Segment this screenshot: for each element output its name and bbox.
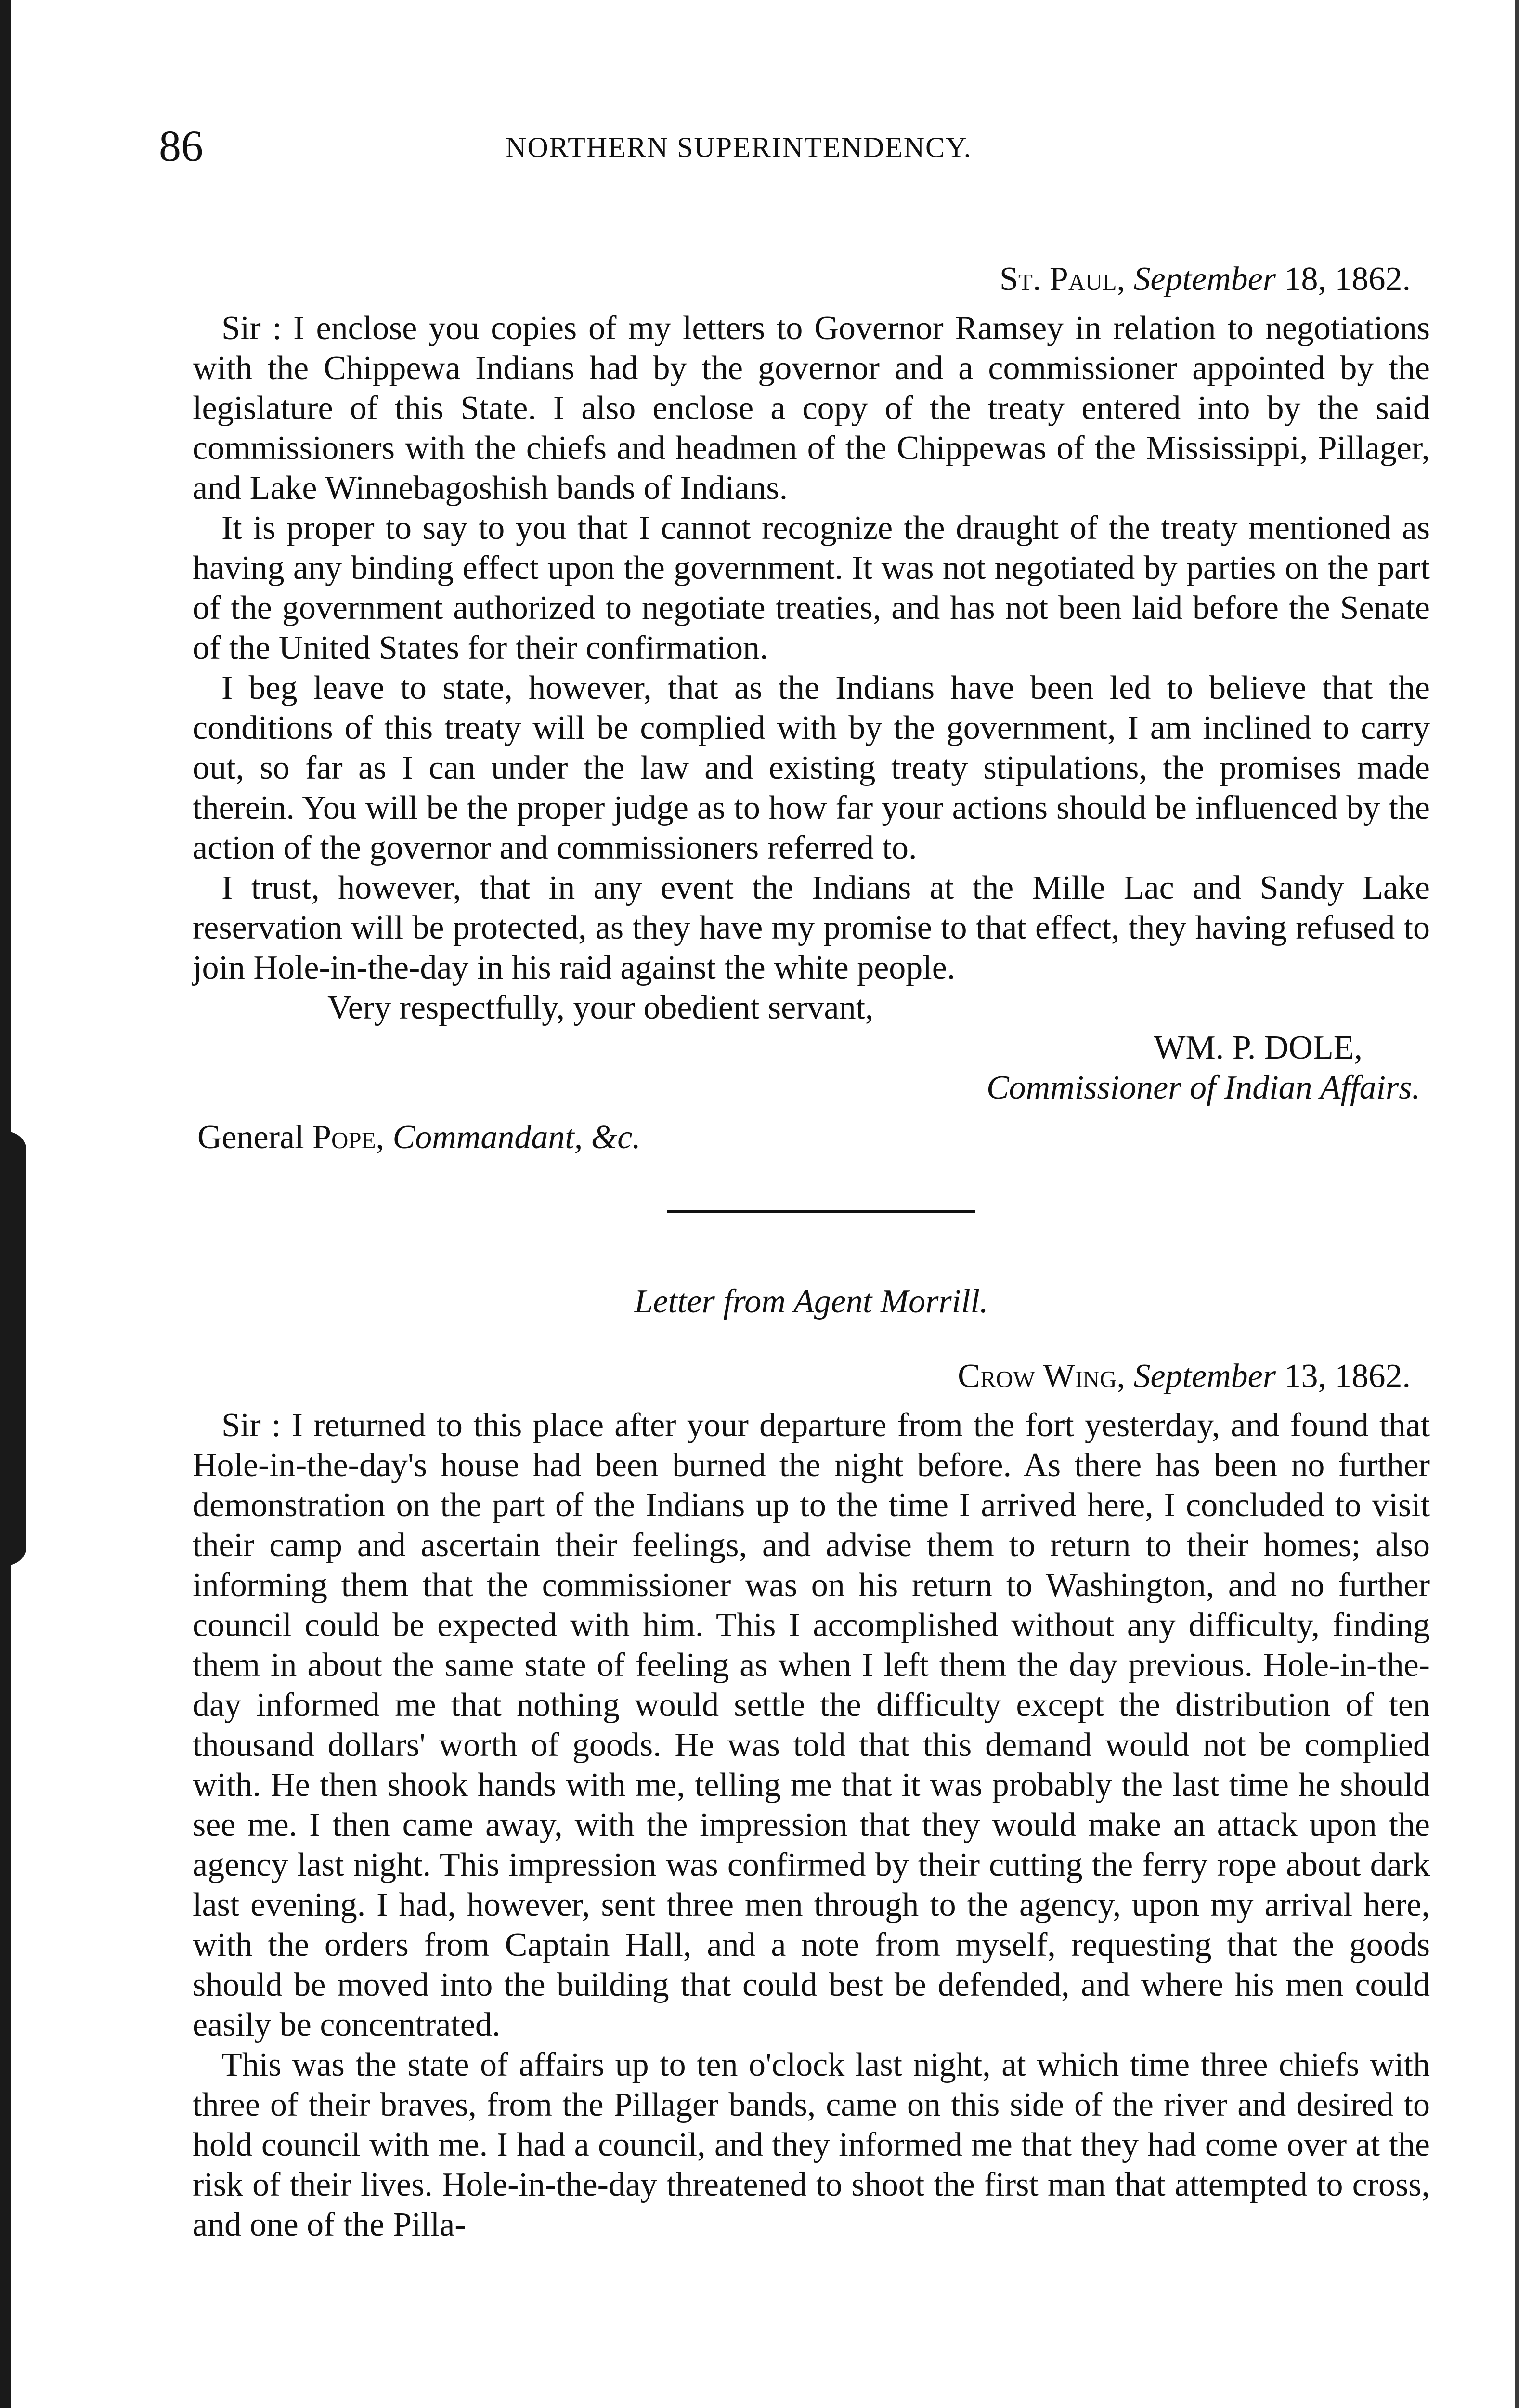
letter1-dateline xyxy=(193,255,1430,303)
signature-name: WM. P. DOLE, xyxy=(1154,1029,1363,1066)
addressee-title: Commandant, &c. xyxy=(392,1119,641,1156)
dateline-date: 18, 1862. xyxy=(1284,261,1411,298)
page-header xyxy=(159,120,1430,173)
letter1-paragraph: I beg leave to state, however, that as the Indians have been led to believe that the conditions of this treaty will be complied with by the government, I am inclined to carry out, so far as I can under the law and existing treaty stipulations, the promises made therein. You will be the proper judge as to how far your actions should be influenced by the action of the governor and commissioners referred to. xyxy=(193,669,1430,866)
document-page xyxy=(159,120,1430,2245)
addressee-prefix: General xyxy=(197,1119,304,1156)
scan-edge-shadow xyxy=(0,1132,26,1565)
letter2-body xyxy=(193,1405,1430,2245)
section-divider xyxy=(667,1210,975,1213)
dateline-date: 13, 1862. xyxy=(1284,1358,1411,1395)
letter1-paragraph: Sir : I enclose you copies of my letters to Governor Ramsey in relation to negotiations with the Chippewa Indians had by the governor and a commissioner appointed by the legislature of this State. I also enclose a copy of the treaty entered into by the said commissioners with the chiefs and headmen of the Chippewas of the Mississippi, Pillager, and Lake Winnebagoshish bands of Indians. xyxy=(193,310,1430,507)
page-number: 86 xyxy=(159,121,203,170)
running-head: NORTHERN SUPERINTENDENCY. xyxy=(506,131,972,163)
dateline-month: September xyxy=(1133,261,1276,298)
dateline-place: St. Paul, xyxy=(1000,261,1126,298)
scan-edge-right xyxy=(1515,0,1519,2408)
section-heading: Letter from Agent Morrill. xyxy=(634,1283,988,1320)
letter1-body xyxy=(193,308,1430,988)
letter1-paragraph: I trust, however, that in any event the Indians at the Mille Lac and Sandy Lake reservation will be protected, as they have my promise to that effect, they having refused to join Hole-in-the-day in his raid against the white people. xyxy=(193,869,1430,986)
addressee xyxy=(193,1117,1430,1157)
dateline-month: September xyxy=(1133,1358,1276,1395)
letter2-paragraph: This was the state of affairs up to ten o'clock last night, at which time three chiefs with three of their braves, from the Pillager bands, came on this side of the river and desired to hold council with me. I had a council, and they informed me that they had come over at the risk of their lives. Hole-in-the-day threatened to shoot the first man that attempted to cross, and one of the Pilla- xyxy=(193,2046,1430,2243)
letter2-dateline xyxy=(193,1352,1430,1400)
dateline-place: Crow Wing, xyxy=(958,1358,1126,1395)
addressee-name: Pope, xyxy=(312,1119,385,1156)
letter2-paragraph: Sir : I returned to this place after your departure from the fort yesterday, and found that Hole-in-the-day's house had been burned the night before. As there has been no further demonstration on the part of the Indians up to the time I arrived here, I concluded to visit their camp and ascertain their feelings, and advise them to return to their homes; also informing them that the commissioner was on his return to Washington, and no further council could be expected with him. This I accomplished without any difficulty, finding them in about the same state of feeling as when I left them the day previous. Hole-in-the-day informed me that nothing would settle the difficulty except the distribution of ten thousand dollars' worth of goods. He was told that this demand would not be complied with. He then shook hands with me, telling me that it was probably the last time he should see me. I then came away, with the impression that they would make an attack upon the agency last night. This impression was confirmed by their cutting the ferry rope about dark last evening. I had, however, sent three men through to the agency, upon my arrival here, with the orders from Captain Hall, and a note from myself, requesting that the goods should be moved into the building that could best be defended, and where his men could easily be concentrated. xyxy=(193,1407,1430,2043)
letter1-closing: Very respectfully, your obedient servant, xyxy=(327,989,874,1026)
letter1-paragraph: It is proper to say to you that I cannot recognize the draught of the treaty mentioned as having any binding effect upon the government. It was not negotiated by parties on the part of the government authorized to negotiate treaties, and has not been laid before the Senate of the United States for their confirmation. xyxy=(193,510,1430,667)
signature-title: Commissioner of Indian Affairs. xyxy=(986,1069,1420,1106)
